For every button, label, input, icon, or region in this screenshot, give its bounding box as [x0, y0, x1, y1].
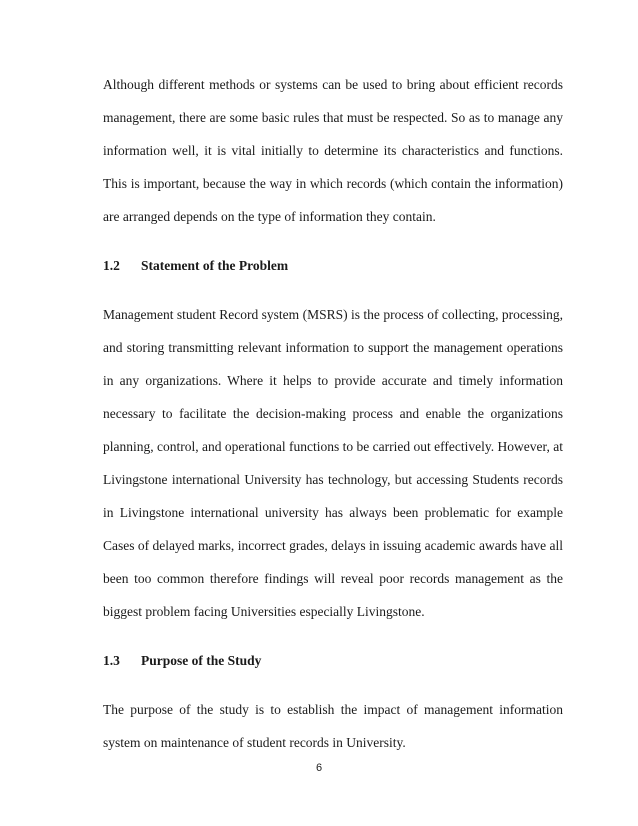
section-number: 1.2 — [103, 257, 120, 273]
section-heading-purpose-of-study — [103, 644, 563, 677]
page-number: 6 — [315, 762, 323, 774]
intro-paragraph: Although different methods or systems can be used to bring about efficient records management, there are some basic rules that must be respected. So as to manage any information well, it is vital initially to determine its characteristics and functions. This is important, because the way in which records (which contain the information) are arranged depends on the type of information they contain. — [103, 77, 563, 224]
section-title: Purpose of the Study — [141, 652, 262, 668]
section-title: Statement of the Problem — [141, 257, 289, 273]
section-number: 1.3 — [103, 652, 120, 668]
spacer — [103, 628, 563, 644]
section-heading-statement-of-problem — [103, 249, 563, 282]
purpose-of-study-paragraph: The purpose of the study is to establish the impact of management information system on maintenance of student records in University. — [103, 702, 563, 750]
spacer — [103, 282, 563, 298]
page-content — [103, 68, 563, 759]
spacer — [103, 677, 563, 693]
spacer — [103, 233, 563, 249]
statement-of-problem-paragraph: Management student Record system (MSRS) is the process of collecting, processing, and storing transmitting relevant information to support the management operations in any organizations. Where it helps to provide accurate and timely information necessary to facilitate the decision-making process and enable the organizations planning, control, and operational functions to be carried out effectively. However, at Livingstone international University has technology, but accessing Students records in Livingstone international university has always been problematic for example Cases of delayed marks, incorrect grades, delays in issuing academic awards have all been too common therefore findings will reveal poor records management as the biggest problem facing Universities especially Livingstone. — [103, 307, 563, 619]
